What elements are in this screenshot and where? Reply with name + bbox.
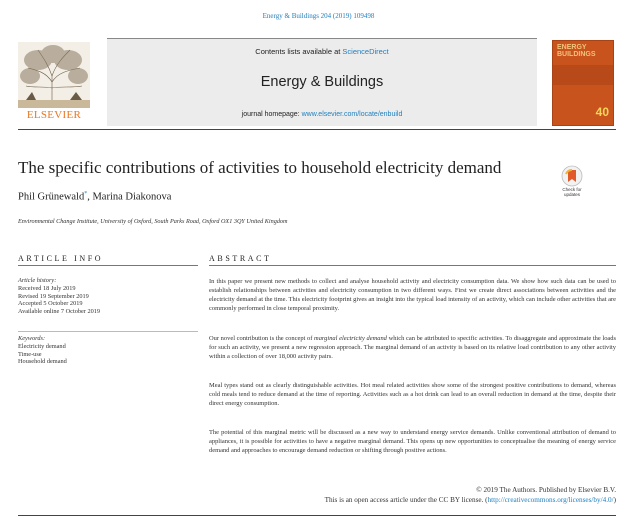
article-history bbox=[18, 277, 100, 316]
journal-citation[interactable]: Energy & Buildings 204 (2019) 109498 bbox=[262, 12, 375, 20]
license-notice: This is an open access article under the CC BY license. (http://creativecommons.org/licenses/by/4.0/) bbox=[324, 496, 616, 504]
article-title: The specific contributions of activities to household electricity demand bbox=[18, 158, 502, 177]
cover-anniversary-number: 40 bbox=[595, 105, 609, 119]
abstract-heading: ABSTRACT bbox=[209, 254, 272, 263]
article-info-heading: ARTICLE INFO bbox=[18, 254, 104, 263]
copyright-notice: © 2019 The Authors. Published by Elsevier B.V. bbox=[476, 486, 616, 494]
author-name[interactable]: Marina Diakonova bbox=[92, 191, 172, 203]
abstract-rule bbox=[209, 265, 616, 266]
keywords bbox=[18, 335, 67, 366]
history-item: Available online 7 October 2019 bbox=[18, 308, 101, 316]
history-label: Article history: bbox=[18, 277, 57, 284]
contents-availability: Contents lists available at ScienceDirect bbox=[255, 47, 389, 56]
journal-homepage: journal homepage: www.elsevier.com/locate/enbuild bbox=[241, 111, 403, 118]
keyword: Household demand bbox=[18, 358, 67, 366]
abstract-paragraph-3: Meal types stand out as clearly distinguishable activities. Hot meal related activities show some of the strongest positive contributions to demand, whereas cold meals tend to reduce demand at the time of reporting. Activities such as a hot drink can lead to an overall reduction in demand at the time, despite their direct energy consumption. bbox=[209, 382, 616, 408]
keyword: Electricity demand bbox=[18, 342, 66, 350]
author-name[interactable]: Phil Grünewald bbox=[18, 191, 85, 203]
elsevier-wordmark[interactable]: ELSEVIER bbox=[26, 109, 82, 121]
abstract-paragraph-4: The potential of this marginal metric will be discussed as a new way to understand energy service demands. Unlike conventional attribution of demand to appliances, it is possible for activities to have a negative marginal demand. This opens up new opportunities to conceptualise the meaning of energy service demand and approaches to encourage demand reduction or shifting through positive actions. bbox=[209, 429, 616, 455]
cover-band bbox=[553, 65, 613, 85]
keyword: Time-use bbox=[18, 350, 42, 358]
abstract-paragraph-1: In this paper we present new methods to collect and analyse household activity and electricity consumption data. We show how such data can be used to establish relationships between activities and electricity consumption in two different ways. First we create direct associations between activities and the electricity demand at the time. This electricity footprint gives an insight into the typical load intensity of an activity, which can include other activities that are commonly performed in close temporal proximity. bbox=[209, 278, 616, 313]
homepage-link[interactable]: www.elsevier.com/locate/enbuild bbox=[301, 111, 403, 118]
corresponding-author-mark[interactable]: * bbox=[84, 191, 88, 197]
journal-cover[interactable] bbox=[552, 40, 614, 126]
history-item: Accepted 5 October 2019 bbox=[18, 300, 83, 308]
header-divider bbox=[18, 129, 616, 130]
journal-title[interactable]: Energy & Buildings bbox=[260, 74, 384, 90]
check-for-updates-label[interactable]: Check for updates bbox=[562, 187, 582, 197]
abstract-paragraph-2: Our novel contribution is the concept of marginal electricity demand which can be attributed to specific activities. To disaggregate and approximate the loads for such an activity, we present a new regression approach. The marginal demand of an activity is based on its relative load contribution to any other activity within a collection of over 18,000 activity pairs. bbox=[209, 335, 616, 361]
keywords-label: Keywords: bbox=[18, 335, 46, 342]
author-list: Phil Grünewald*, Marina Diakonova bbox=[18, 191, 172, 203]
author-affiliation: Environmental Change Institute, University of Oxford, South Parks Road, Oxford OX1 3QY United Kingdom bbox=[18, 218, 288, 225]
license-link[interactable]: http://creativecommons.org/licenses/by/4.0/ bbox=[487, 496, 614, 504]
sciencedirect-link[interactable]: ScienceDirect bbox=[342, 47, 389, 56]
article-info-rule bbox=[18, 265, 198, 266]
keywords-rule bbox=[18, 331, 198, 332]
cover-title: ENERGY BUILDINGS bbox=[557, 44, 596, 58]
marginal-demand-term: marginal electricity demand bbox=[314, 335, 387, 342]
history-item: Received 18 July 2019 bbox=[18, 284, 76, 292]
abstract-bottom-rule bbox=[18, 515, 616, 516]
history-item: Revised 19 September 2019 bbox=[18, 292, 89, 300]
